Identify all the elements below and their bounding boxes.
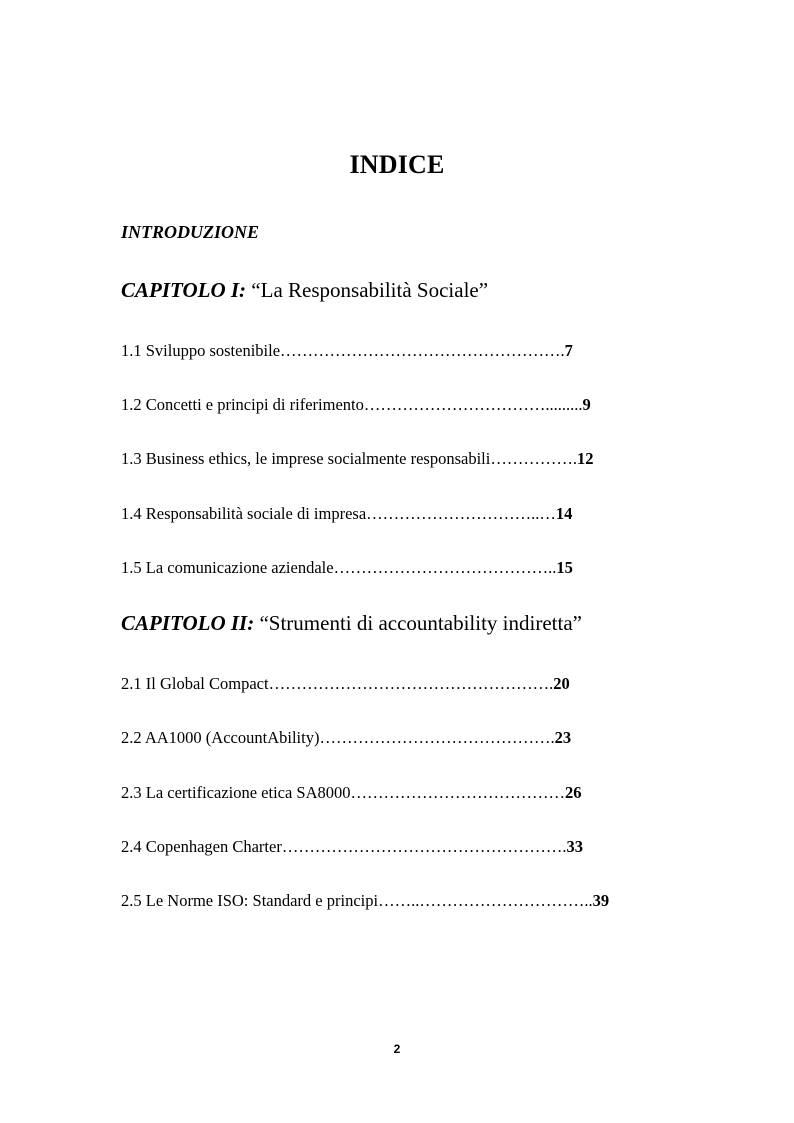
toc-entry-text: 2.2 AA1000 (AccountAbility) bbox=[121, 728, 320, 747]
toc-entry-leader: ……………………………………………. bbox=[268, 674, 554, 693]
toc-entry-leader: …………………………..… bbox=[366, 504, 556, 523]
chapter-1-title: “La Responsabilità Sociale” bbox=[251, 278, 489, 302]
toc-entry-text: 2.4 Copenhagen Charter bbox=[121, 837, 282, 856]
toc-entry-text: 1.4 Responsabilità sociale di impresa bbox=[121, 504, 367, 523]
toc-entry-page: 12 bbox=[576, 449, 594, 468]
page-title: INDICE bbox=[349, 150, 445, 179]
toc-entry-leader: ………………………………… bbox=[350, 783, 566, 802]
toc-entry-leader: ……………. bbox=[490, 449, 577, 468]
toc-entry bbox=[121, 783, 582, 803]
toc-entry-page: 9 bbox=[582, 395, 591, 414]
toc-entry-text: 2.3 La certificazione etica SA8000 bbox=[121, 783, 351, 802]
toc-entry-text: 1.2 Concetti e principi di riferimento bbox=[121, 395, 364, 414]
toc-entry-page: 39 bbox=[592, 891, 610, 910]
chapter-1-heading bbox=[121, 278, 488, 303]
introduction-heading: INTRODUZIONE bbox=[121, 222, 260, 242]
toc-entry-leader: ………………………………….. bbox=[333, 558, 557, 577]
toc-entry-leader: ……..………………………….. bbox=[378, 891, 593, 910]
toc-entry bbox=[121, 341, 573, 361]
toc-entry bbox=[121, 504, 572, 524]
toc-entry-page: 15 bbox=[556, 558, 573, 577]
toc-entry bbox=[121, 395, 591, 415]
toc-entry-leader: ……………………………………………. bbox=[280, 341, 565, 360]
toc-entry-page: 26 bbox=[565, 783, 582, 802]
toc-entry-page: 14 bbox=[555, 504, 573, 523]
chapter-2-title: “Strumenti di accountability indiretta” bbox=[259, 611, 582, 635]
toc-entry bbox=[121, 837, 583, 857]
toc-entry-text: 1.5 La comunicazione aziendale bbox=[121, 558, 334, 577]
toc-entry-text: 2.1 Il Global Compact bbox=[121, 674, 269, 693]
toc-entry-page: 33 bbox=[566, 837, 583, 856]
toc-entry bbox=[121, 449, 593, 469]
toc-entry bbox=[121, 558, 573, 578]
toc-entry bbox=[121, 728, 571, 748]
toc-entry-text: 2.5 Le Norme ISO: Standard e principi bbox=[121, 891, 379, 910]
toc-entry bbox=[121, 674, 570, 694]
toc-entry-page: 20 bbox=[553, 674, 570, 693]
chapter-2-label: CAPITOLO II: bbox=[121, 611, 255, 635]
toc-entry-page: 7 bbox=[564, 341, 573, 360]
toc-entry-text: 1.1 Sviluppo sostenibile bbox=[121, 341, 281, 360]
toc-entry-page: 23 bbox=[554, 728, 572, 747]
chapter-1-label: CAPITOLO I: bbox=[121, 278, 247, 302]
toc-entry-leader: ……………………………......... bbox=[363, 395, 583, 414]
toc-entry-leader: ……………………………………. bbox=[319, 728, 555, 747]
toc-entry-text: 1.3 Business ethics, le imprese socialmente responsabili bbox=[121, 449, 491, 468]
toc-entry-leader: ……………………………………………. bbox=[281, 837, 567, 856]
chapter-2-heading bbox=[121, 611, 582, 636]
page-number: 2 bbox=[393, 1042, 401, 1056]
toc-entry bbox=[121, 891, 609, 911]
